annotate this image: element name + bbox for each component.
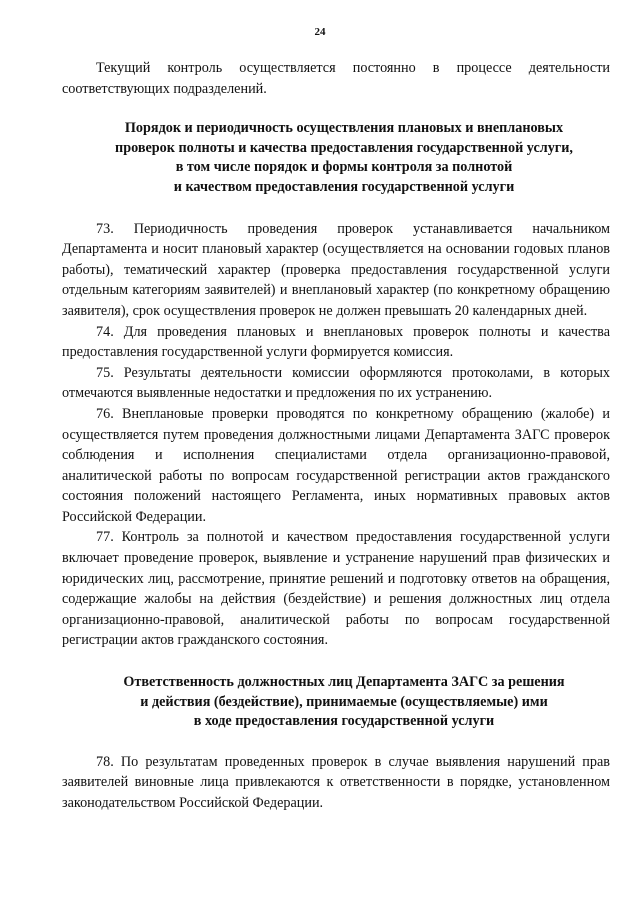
page-number: 24 [314, 26, 326, 38]
section-heading-inspections [62, 119, 610, 197]
paragraph-73: 73. Периодичность проведения проверок устанавливается начальником Департамента и носит плановый характер (осуществляется на основании годовых планов работы), тематический характер (проверка предоставления государственной услуги отдельным категориям заявителей) и внеплановый характер (по конкретному обращению заявителя), срок осуществления проверок не должен превышать 20 календарных дней. [62, 220, 610, 319]
heading-line: проверок полноты и качества предоставления государственной услуги, [115, 139, 573, 156]
heading-line: и качеством предоставления государственной услуги [173, 178, 515, 195]
paragraph-77: 77. Контроль за полнотой и качеством предоставления государственной услуги включает проведение проверок, выявление и устранение нарушений прав физических и юридических лиц, рассмотрение, принятие решений и подготовку ответов на обращения, содержащие жалобы на действия (бездействие) и решения должностных лиц отдела организационно-правовой, аналитической работы по вопросам государственной регистрации актов гражданского состояния. [62, 529, 610, 649]
paragraph-78: 78. По результатам проведенных проверок в случае выявления нарушений прав заявителей виновные лица привлекаются к ответственности в порядке, установленном законодательством Российской Федерации. [62, 753, 610, 811]
paragraph-76: 76. Внеплановые проверки проводятся по конкретному обращению (жалобе) и осуществляется путем проведения должностными лицами Департамента ЗАГС проверок соблюдения и исполнения специалистами отдела организационно-правовой, аналитической работы по вопросам государственной регистрации актов гражданского состояния положений настоящего Регламента, иных нормативных правовых актов Российской Федерации. [62, 405, 610, 525]
heading-line: и действия (бездействие), принимаемые (осуществляемые) ими [140, 693, 548, 710]
heading-line: Порядок и периодичность осуществления плановых и внеплановых [124, 120, 564, 137]
paragraph-74: 74. Для проведения плановых и внеплановых проверок полноты и качества предоставления государственной услуги формируется комиссия. [62, 323, 610, 361]
page-content [62, 58, 610, 814]
heading-line: Ответственность должностных лиц Департамента ЗАГС за решения [123, 674, 565, 691]
heading-line: в том числе порядок и формы контроля за полнотой [175, 159, 513, 176]
heading-line: в ходе предоставления государственной услуги [193, 713, 495, 730]
paragraph-current-control: Текущий контроль осуществляется постоянно в процессе деятельности соответствующих подразделений. [62, 60, 610, 97]
paragraph-75: 75. Результаты деятельности комиссии оформляются протоколами, в которых отмечаются выявленные недостатки и предложения по их устранению. [62, 364, 610, 402]
section-heading-responsibility [62, 673, 610, 732]
